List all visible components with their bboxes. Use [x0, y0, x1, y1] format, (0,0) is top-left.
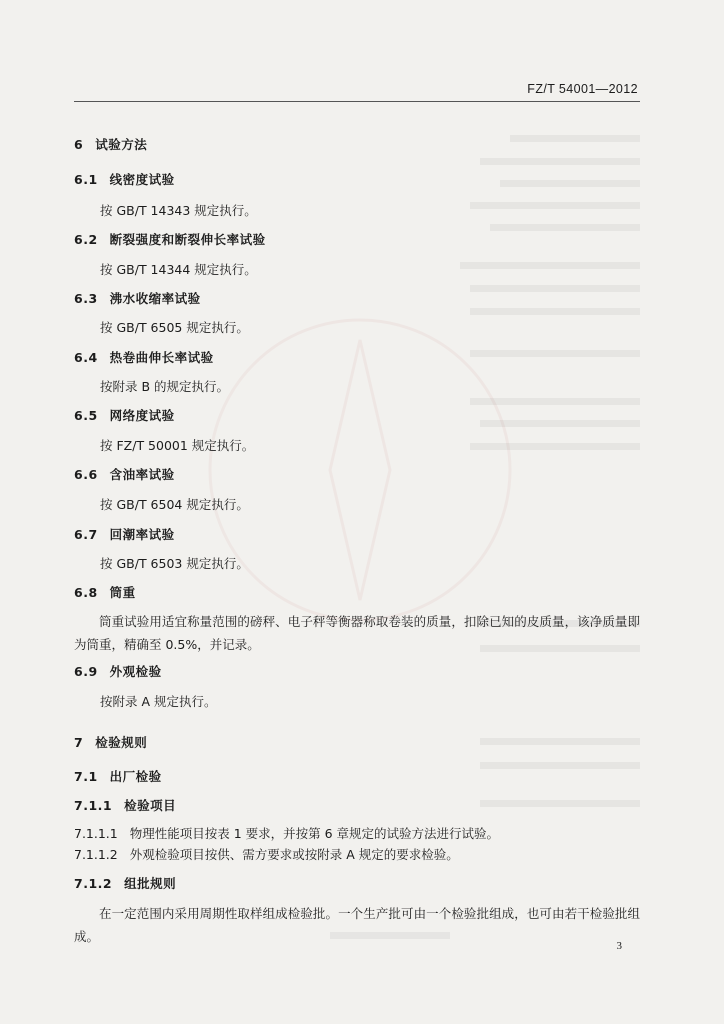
header-divider	[74, 101, 640, 102]
section-7-heading	[74, 735, 147, 751]
section-title: 组批规则	[124, 876, 177, 891]
section-title: 热卷曲伸长率试验	[109, 350, 214, 365]
section-6-5-body: 按 FZ/T 50001 规定执行。	[100, 438, 255, 453]
clause-number: 7.1.1.1	[74, 826, 118, 841]
section-6-heading	[74, 137, 147, 153]
section-number: 6.3	[74, 291, 98, 306]
clause-text: 物理性能项目按表 1 要求，并按第 6 章规定的试验方法进行试验。	[129, 826, 500, 841]
section-7-1-heading	[74, 769, 162, 785]
section-title: 含油率试验	[109, 467, 175, 482]
section-7-1-1-heading	[74, 798, 176, 814]
section-number: 6	[74, 137, 84, 152]
section-6-4-body: 按附录 B 的规定执行。	[100, 379, 230, 394]
section-number: 6.8	[74, 585, 98, 600]
section-7-1-2-heading	[74, 876, 176, 892]
section-number: 7.1.2	[74, 876, 113, 891]
section-6-3-heading	[74, 291, 201, 307]
clause-number: 7.1.1.2	[74, 847, 118, 862]
section-6-7-heading	[74, 527, 175, 543]
section-6-3-body: 按 GB/T 6505 规定执行。	[100, 320, 249, 335]
section-6-7-body: 按 GB/T 6503 规定执行。	[100, 556, 249, 571]
section-6-8-body: 筒重试验用适宜称量范围的磅秤、电子秤等衡器称取卷装的质量，扣除已知的皮质量，该净质量即为筒重，精确至 0.5%，并记录。	[74, 614, 640, 652]
section-title: 出厂检验	[109, 769, 162, 784]
section-title: 检验规则	[95, 735, 148, 750]
section-number: 6.9	[74, 664, 98, 679]
section-6-8-heading	[74, 585, 136, 601]
section-number: 6.5	[74, 408, 98, 423]
standard-code: FZ/T 54001—2012	[527, 82, 638, 96]
section-6-2-heading	[74, 232, 266, 248]
section-title: 网络度试验	[109, 408, 175, 423]
section-7-1-2-body: 在一定范围内采用周期性取样组成检验批。一个生产批可由一个检验批组成，也可由若干检验批组成。	[74, 906, 640, 944]
section-number: 7.1	[74, 769, 98, 784]
section-title: 检验项目	[124, 798, 177, 813]
section-6-1-heading	[74, 172, 175, 188]
section-number: 6.2	[74, 232, 98, 247]
section-number: 7	[74, 735, 84, 750]
section-title: 试验方法	[95, 137, 148, 152]
section-title: 线密度试验	[109, 172, 175, 187]
section-title: 回潮率试验	[109, 527, 175, 542]
section-number: 7.1.1	[74, 798, 113, 813]
section-number: 6.7	[74, 527, 98, 542]
section-title: 筒重	[109, 585, 136, 600]
section-number: 6.1	[74, 172, 98, 187]
clause-text: 外观检验项目按供、需方要求或按附录 A 规定的要求检验。	[129, 847, 459, 862]
section-title: 断裂强度和断裂伸长率试验	[109, 232, 266, 247]
section-6-9-body: 按附录 A 规定执行。	[100, 694, 217, 709]
section-6-6-body: 按 GB/T 6504 规定执行。	[100, 497, 249, 512]
section-6-6-heading	[74, 467, 175, 483]
section-title: 外观检验	[109, 664, 162, 679]
section-title: 沸水收缩率试验	[109, 291, 201, 306]
clause-7-1-1-2	[74, 847, 459, 863]
page-number: 3	[616, 940, 622, 952]
section-number: 6.4	[74, 350, 98, 365]
section-6-4-heading	[74, 350, 214, 366]
section-6-2-body: 按 GB/T 14344 规定执行。	[100, 262, 257, 277]
section-6-5-heading	[74, 408, 175, 424]
section-6-9-heading	[74, 664, 162, 680]
section-number: 6.6	[74, 467, 98, 482]
section-6-1-body: 按 GB/T 14343 规定执行。	[100, 203, 257, 218]
clause-7-1-1-1	[74, 826, 499, 842]
